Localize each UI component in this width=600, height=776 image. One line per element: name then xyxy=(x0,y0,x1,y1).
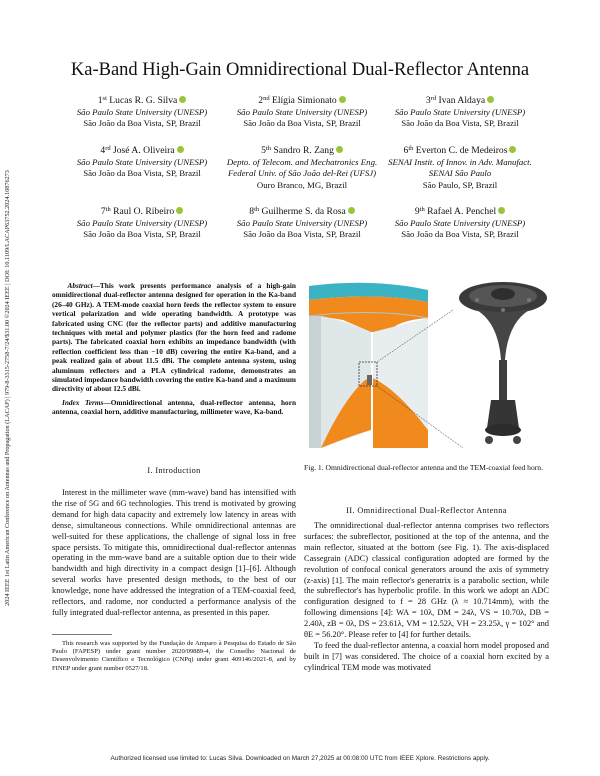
abstract-text: —This work presents performance analysis of a high-gain omnidirectional dual-reflector antenna designed for operation in the Ka-band (26–40 GHz). A TEM-mode coaxial horn feeds the reflector system to ensure vertical polarization and wide operating bandwidth. A prototype was fabricated using CNC (for the reflector parts) and additive manufacturing techniques with metal and polymer plastics (for the horn feed and radome parts). The fabricated coaxial horn exhibits an impedance bandwidth (with reflection coefficient less than −10 dB) covering the entire Ka-band, and a peak realized gain of about 11.5 dBi. The complete antenna system, using aluminum reflectors and a PLA cylindrical radome, demonstrates an simulated impedance bandwidth covering the entire Ka-band and a maximum directivity of about 12.5 dBi. xyxy=(52,281,296,394)
section-2-heading: II. Omnidirectional Dual-Reflector Antenna xyxy=(346,506,507,515)
author-name-text: Ivan Aldaya xyxy=(438,95,486,106)
author-name xyxy=(212,204,392,218)
author-name-text: Sandro R. Zang xyxy=(273,145,334,156)
author-order-suffix: st xyxy=(102,95,107,102)
orcid-icon[interactable] xyxy=(339,96,346,103)
author-order: 2 xyxy=(258,95,264,106)
author-order: 1 xyxy=(97,95,103,106)
author-name xyxy=(370,93,550,107)
author-order-suffix: th xyxy=(254,206,260,213)
author-affiliation: São Paulo State University (UNESP) xyxy=(394,217,526,228)
figure-caption: Fig. 1. Omnidirectional dual-reflector antenna and the TEM-coaxial feed horn. xyxy=(304,463,543,472)
author-order-suffix: nd xyxy=(263,95,270,102)
author-block xyxy=(370,93,550,130)
author-name-text: Elígia Simionato xyxy=(271,95,337,106)
section-2-paragraph-2: To feed the dual-reflector antenna, a coaxial horn model proposed and built in [7] was considered. The choice of a coaxial horn excited by a cylindrical TEM mode was motivated xyxy=(304,640,549,672)
author-location: São João da Boa Vista, SP, Brazil xyxy=(83,118,201,128)
author-order: 4 xyxy=(100,145,106,156)
index-terms-text: —Omnidirectional antenna, dual-reflector antenna, horn antenna, coaxial horn, additive manufacturing, millimeter wave, Ka-band. xyxy=(52,397,297,417)
author-affiliation: Depto. of Telecom. and Mechatronics Eng. xyxy=(226,156,378,167)
section-1-paragraph: Interest in the millimeter wave (mm-wave) band has intensified with the rise of 5G and 6G technologies. This trend is motivated by growing demand for high data capacity and extremely low latency in areas with dense, simultaneous connections. While omnidirectional antennas are well-suited for these applications, the challenge of signal loss in free space persists. To mitigate this, omnidirectional dual-reflector antennas operating in the mm-wave band are a suitable option due to their wide bandwidth and high directivity in a compact design [1]–[6]. Although several works have presented design methods, to the best of our knowledge, none have addressed the integration of a TEM-coaxial feed, reflectors, and radome, nor conducted a performance analysis of the fully integrated dual-reflector antenna, as presented in this paper. xyxy=(52,488,296,617)
horn-screw-2 xyxy=(527,298,531,302)
horn-screw-3 xyxy=(501,308,505,312)
author-location: São João da Boa Vista, SP, Brazil xyxy=(401,229,519,239)
horn-cap xyxy=(491,288,515,300)
author-order: 7 xyxy=(100,206,106,217)
author-affiliation-2: Federal Univ. of São João del-Rei (UFSJ) xyxy=(227,168,377,178)
author-affiliation: São Paulo State University (UNESP) xyxy=(76,217,208,228)
orcid-icon[interactable] xyxy=(498,207,505,214)
author-location: Ouro Branco, MG, Brazil xyxy=(256,179,348,190)
author-affiliation: São Paulo State University (UNESP) xyxy=(76,156,208,167)
orcid-icon[interactable] xyxy=(487,96,494,103)
author-name-text: Guilherme S. da Rosa xyxy=(261,206,346,217)
author-location: São João da Boa Vista, SP, Brazil xyxy=(83,168,201,178)
download-footer: Authorized licensed use limited to: Lucas Silva. Downloaded on March 27,2025 at 00:08:00 UTC from IEEE Xplore. Restrictions apply. xyxy=(110,755,490,762)
author-affiliation: SENAI Instit. of Innov. in Adv. Manufact. xyxy=(388,156,532,167)
author-name xyxy=(370,204,550,218)
horn-neck xyxy=(499,360,507,400)
coaxial-horn-photo xyxy=(459,282,547,444)
abstract-label: Abstract xyxy=(67,281,93,290)
author-block xyxy=(52,93,232,130)
section-2-body xyxy=(304,521,549,674)
author-order-suffix: th xyxy=(408,145,414,152)
author-name-text: Everton C. de Medeiros xyxy=(415,145,508,156)
orcid-icon[interactable] xyxy=(348,207,355,214)
author-name-text: José A. Oliveira xyxy=(113,145,175,156)
author-location: São Paulo, SP, Brazil xyxy=(422,179,498,190)
figure-1 xyxy=(303,280,553,458)
author-block xyxy=(370,143,550,191)
author-affiliation: São Paulo State University (UNESP) xyxy=(236,217,368,228)
author-name-text: Raul O. Ribeiro xyxy=(113,206,175,217)
author-name xyxy=(52,93,232,107)
author-name xyxy=(52,204,232,218)
horn-foot-right xyxy=(513,436,521,444)
orcid-icon[interactable] xyxy=(509,146,516,153)
author-block xyxy=(212,204,392,241)
orcid-icon[interactable] xyxy=(336,146,343,153)
author-affiliation: São Paulo State University (UNESP) xyxy=(394,106,526,117)
author-order: 8 xyxy=(249,206,255,217)
author-location: São João da Boa Vista, SP, Brazil xyxy=(83,229,201,239)
horn-base xyxy=(485,424,521,436)
author-name-text: Lucas R. G. Silva xyxy=(109,95,178,106)
horn-flare xyxy=(473,308,533,360)
author-order-suffix: rd xyxy=(105,145,111,152)
author-affiliation-2: SENAI São Paulo xyxy=(428,168,492,178)
section-1-heading: I. Introduction xyxy=(147,466,201,475)
author-affiliation: São Paulo State University (UNESP) xyxy=(76,106,208,117)
footnote-text: This research was supported by the Fundação de Amparo à Pesquisa do Estado de São Paulo (FAPESP) under grant number 2020/09889-4, the Conselho Nacional de Desenvolvimento Científico e Tecnológico (CNPq) under grant 409146/2021-8, and by FINEP under grant number 0527/18. xyxy=(52,640,296,672)
paper-title: Ka-Band High-Gain Omnidirectional Dual-Reflector Antenna xyxy=(70,60,530,80)
section-1-body xyxy=(52,488,296,619)
footnote xyxy=(52,640,296,673)
author-location: São João da Boa Vista, SP, Brazil xyxy=(401,118,519,128)
orcid-icon[interactable] xyxy=(177,146,184,153)
author-order-suffix: rd xyxy=(430,95,437,102)
author-name xyxy=(370,143,550,157)
author-name xyxy=(52,143,232,157)
horn-screw-1 xyxy=(475,298,479,302)
horn-foot-left xyxy=(485,436,493,444)
author-order: 9 xyxy=(414,206,420,217)
antenna-cross-section xyxy=(309,283,463,448)
author-order-suffix: th xyxy=(419,206,425,213)
author-block xyxy=(212,93,392,130)
author-affiliation: São Paulo State University (UNESP) xyxy=(236,106,368,117)
author-name xyxy=(212,143,392,157)
section-2-paragraph-1: The omnidirectional dual-reflector antenna comprises two reflectors surfaces: the subreflector, positioned at the top of the antenna, and the main reflector, situated at the bottom (see Fig. 1). The axis-displaced Cassegrain (ADC) classical configuration adopted are formed by the revolution of confocal conical generators around the axis of symmetry (z-axis) [1]. The main reflector's generatrix is a parabolic section, while the subreflector's has hyperbolic profile. In this work we adopt an ADC configuration designed to f = 28 GHz (λ ≈ 10.714mm), with the following dimensions [4]: WA = 10λ, DM = 24λ, VS = 10.70λ, DB = 2.40λ, zB = 0λ, DS = 23.61λ, VM = 12.52λ, VH = 23.25λ, γ = 102° and θE = 56.20°. Please refer to [4] for further details. xyxy=(304,521,549,640)
author-location: São João da Boa Vista, SP, Brazil xyxy=(243,118,361,128)
author-block xyxy=(212,143,392,191)
author-block xyxy=(52,204,232,241)
feed-horn-center xyxy=(367,375,372,385)
orcid-icon[interactable] xyxy=(176,207,183,214)
author-location: São João da Boa Vista, SP, Brazil xyxy=(243,229,361,239)
author-order-suffix: th xyxy=(265,145,271,152)
author-order-suffix: th xyxy=(105,206,111,213)
sidebar-doi-text: 2024 IEEE 1st Latin American Conference on Antennas and Propagation (LACAP) | 979-8-3315-2758-7/24/$31.00 ©2024 IEEE | DOI: 10.1109/LACAP63752.2024.10876273 xyxy=(4,170,11,606)
abstract xyxy=(52,281,296,417)
author-order: 5 xyxy=(261,145,266,156)
author-block xyxy=(370,204,550,241)
index-terms-label: Index Terms xyxy=(62,397,104,407)
author-name xyxy=(212,93,392,107)
orcid-icon[interactable] xyxy=(179,96,186,103)
author-order: 3 xyxy=(425,95,431,106)
radome-wall-gray xyxy=(309,316,321,448)
author-name-text: Rafael A. Penchel xyxy=(427,206,497,217)
footnote-rule xyxy=(52,634,112,635)
author-order: 6 xyxy=(403,145,409,156)
author-block xyxy=(52,143,232,180)
